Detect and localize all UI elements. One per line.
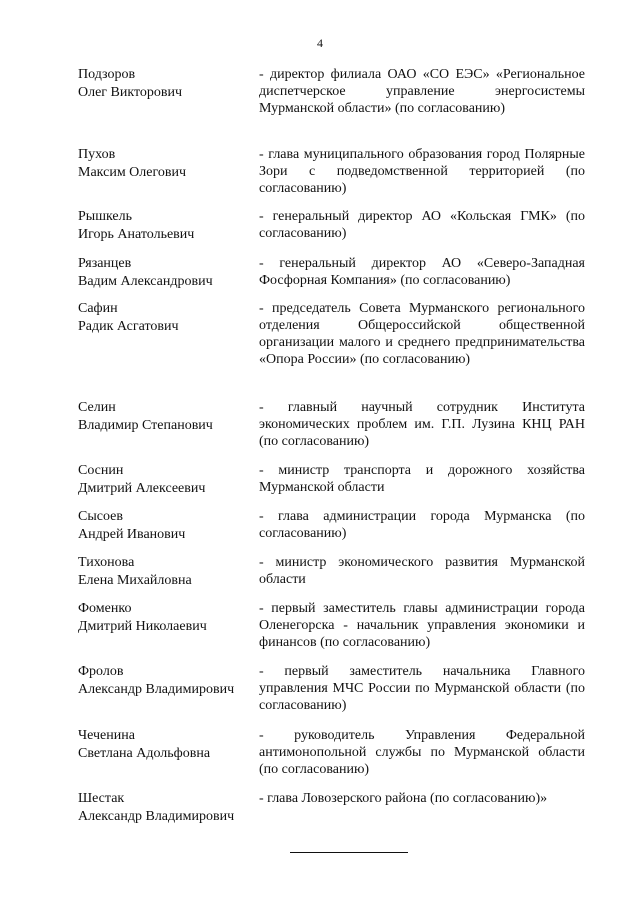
member-role: - генеральный директор АО «Кольская ГМК» (по согласованию) (259, 209, 585, 241)
member-role: - первый заместитель начальника Главного управления МЧС России по Мурманской области (по согласованию) (259, 664, 585, 713)
member-given-names: Вадим Александрович (78, 274, 213, 289)
member-name (78, 727, 258, 763)
member-role: - министр экономического развития Мурманской области (259, 555, 585, 587)
member-given-names: Владимир Степанович (78, 418, 213, 433)
member-surname: Селин (78, 400, 116, 415)
member-role: - глава муниципального образования город Полярные Зори с подведомственной территорией (по согласованию) (259, 147, 585, 196)
member-given-names: Андрей Иванович (78, 527, 186, 542)
member-surname: Сафин (78, 301, 118, 316)
member-surname: Рышкель (78, 209, 133, 224)
member-name (78, 508, 258, 544)
member-given-names: Максим Олегович (78, 165, 187, 180)
member-surname: Рязанцев (78, 256, 132, 271)
member-role: - первый заместитель главы администрации города Оленегорска - начальник управления экономики и финансов (по согласованию) (259, 601, 585, 650)
member-name (78, 255, 258, 291)
member-given-names: Елена Михайловна (78, 573, 192, 588)
member-name (78, 663, 258, 699)
member-name (78, 300, 258, 336)
member-role: - руководитель Управления Федеральной антимонопольной службы по Мурманской области (по согласованию) (259, 728, 585, 777)
member-surname: Подзоров (78, 67, 136, 82)
member-role: - председатель Совета Мурманского регионального отделения Общероссийской общественной организации малого и среднего предпринимательства «Опора России» (по согласованию) (259, 301, 585, 367)
member-given-names: Олег Викторович (78, 85, 183, 100)
member-given-names: Радик Асгатович (78, 319, 179, 334)
member-surname: Соснин (78, 463, 124, 478)
member-given-names: Дмитрий Алексеевич (78, 481, 206, 496)
member-name (78, 790, 258, 826)
member-role: - министр транспорта и дорожного хозяйства Мурманской области (259, 463, 585, 495)
member-given-names: Дмитрий Николаевич (78, 619, 207, 634)
member-name (78, 208, 258, 244)
member-surname: Пухов (78, 147, 116, 162)
member-name (78, 554, 258, 590)
member-surname: Чеченина (78, 728, 135, 743)
member-given-names: Светлана Адольфовна (78, 746, 211, 761)
member-name (78, 146, 258, 182)
member-role: - директор филиала ОАО «СО ЕЭС» «Региональное диспетчерское управление энергосистемы Мурманской области» (по согласованию) (259, 67, 585, 116)
member-given-names: Александр Владимирович (78, 682, 235, 697)
member-role: - генеральный директор АО «Северо-Западная Фосфорная Компания» (по согласованию) (259, 256, 585, 288)
member-given-names: Александр Владимирович (78, 809, 235, 824)
member-name (78, 66, 258, 102)
member-name (78, 462, 258, 498)
member-role: - глава администрации города Мурманска (по согласованию) (259, 509, 585, 541)
member-surname: Сысоев (78, 509, 123, 524)
member-given-names: Игорь Анатольевич (78, 227, 195, 242)
member-surname: Фролов (78, 664, 124, 679)
member-surname: Фоменко (78, 601, 132, 616)
member-name (78, 600, 258, 636)
member-surname: Шестак (78, 791, 125, 806)
member-role: - главный научный сотрудник Института экономических проблем им. Г.П. Лузина КНЦ РАН (по согласованию) (259, 400, 585, 449)
member-role: - глава Ловозерского района (по согласованию)» (259, 791, 548, 806)
closing-rule (290, 852, 408, 853)
member-name (78, 399, 258, 435)
page-number: 4 (317, 36, 323, 50)
member-surname: Тихонова (78, 555, 135, 570)
